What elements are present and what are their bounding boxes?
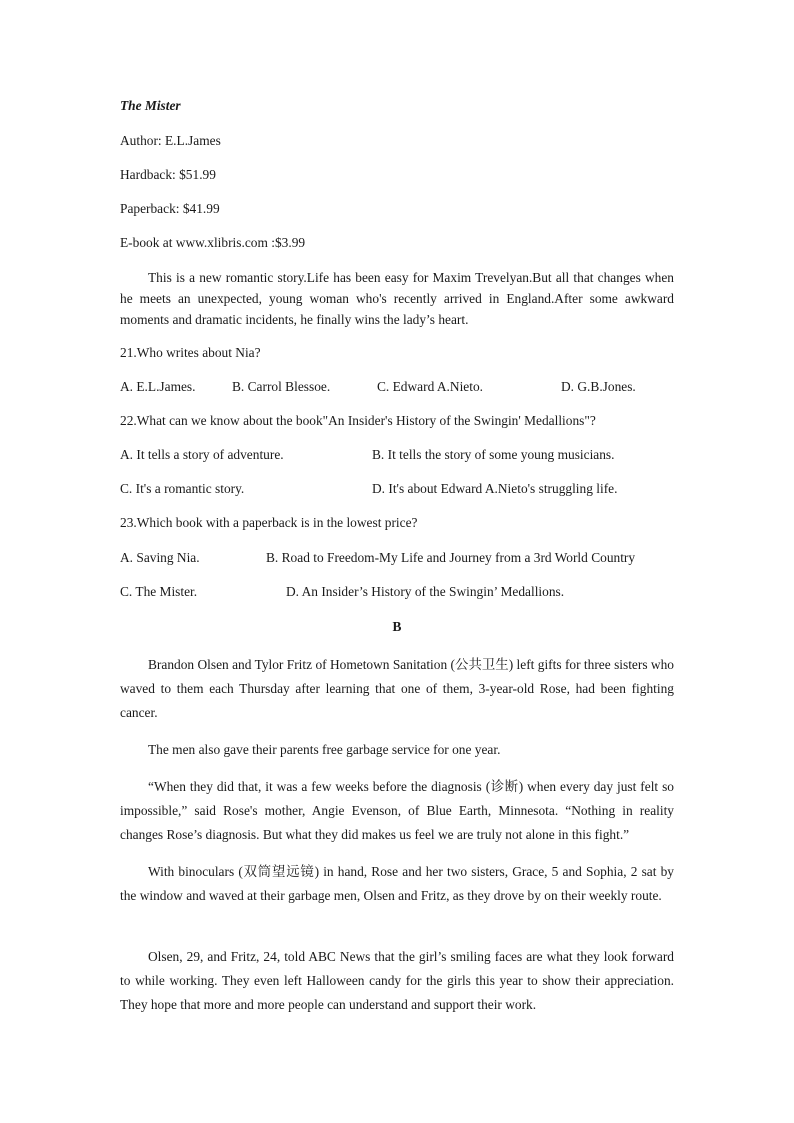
question-22-option-c: C. It's a romantic story. — [120, 481, 245, 496]
question-21-option-d: D. G.B.Jones. — [561, 379, 636, 394]
question-21-stem: 21.Who writes about Nia? — [120, 345, 261, 360]
book-description: This is a new romantic story.Life has been easy for Maxim Trevelyan.But all that changes when he meets an unexpected, young woman who's recently arrived in England.After some awkward moments and dramatic incidents, he finally wins the lady’s heart. — [120, 270, 674, 327]
question-21-option-b: B. Carrol Blessoe. — [232, 379, 331, 394]
question-23-option-a: A. Saving Nia. — [120, 550, 200, 565]
section-b-heading: B — [392, 619, 402, 634]
question-22-option-a: A. It tells a story of adventure. — [120, 447, 284, 462]
question-22-stem: 22.What can we know about the book"An Insider's History of the Swingin' Medallions"? — [120, 413, 596, 428]
section-b-paragraph-4: With binoculars (双筒望远镜) in hand, Rose and her two sisters, Grace, 5 and Sophia, 2 sat by the window and waved at their garbage men, Olsen and Fritz, as they drove by on their weekly route. — [120, 864, 674, 903]
question-23-option-b: B. Road to Freedom-My Life and Journey from a 3rd World Country — [266, 550, 636, 565]
section-b-paragraph-2: The men also gave their parents free garbage service for one year. — [148, 742, 501, 757]
section-b-paragraph-1: Brandon Olsen and Tylor Fritz of Hometown Sanitation (公共卫生) left gifts for three sisters who waved to them each Thursday after learning that one of them, 3-year-old Rose, had been fighting cancer. — [120, 657, 674, 720]
book-ebook-price: E-book at www.xlibris.com :$3.99 — [120, 235, 306, 250]
book-author: Author: E.L.James — [120, 133, 221, 148]
question-23-option-c: C. The Mister. — [120, 584, 198, 599]
book-title: The Mister — [120, 98, 181, 113]
question-23-stem: 23.Which book with a paperback is in the lowest price? — [120, 515, 418, 530]
question-22-option-d: D. It's about Edward A.Nieto's struggling life. — [372, 481, 618, 496]
question-21-option-a: A. E.L.James. — [120, 379, 196, 394]
section-b-paragraph-3: “When they did that, it was a few weeks before the diagnosis (诊断) when every day just felt so impossible,” said Rose's mother, Angie Evenson, of Blue Earth, Minnesota. “Nothing in reality changes Rose’s diagnosis. But what they did makes us feel we are truly not alone in this fight.” — [120, 779, 674, 842]
question-21-option-c: C. Edward A.Nieto. — [377, 379, 483, 394]
question-23-option-d: D. An Insider’s History of the Swingin’ Medallions. — [286, 584, 565, 599]
question-22-option-b: B. It tells the story of some young musicians. — [372, 447, 615, 462]
book-hardback-price: Hardback: $51.99 — [120, 167, 216, 182]
section-b-paragraph-5: Olsen, 29, and Fritz, 24, told ABC News that the girl’s smiling faces are what they look forward to while working. They even left Halloween candy for the girls this year to show their appreciation. They hope that more and more people can understand and support their work. — [120, 949, 674, 1012]
book-paperback-price: Paperback: $41.99 — [120, 201, 220, 216]
